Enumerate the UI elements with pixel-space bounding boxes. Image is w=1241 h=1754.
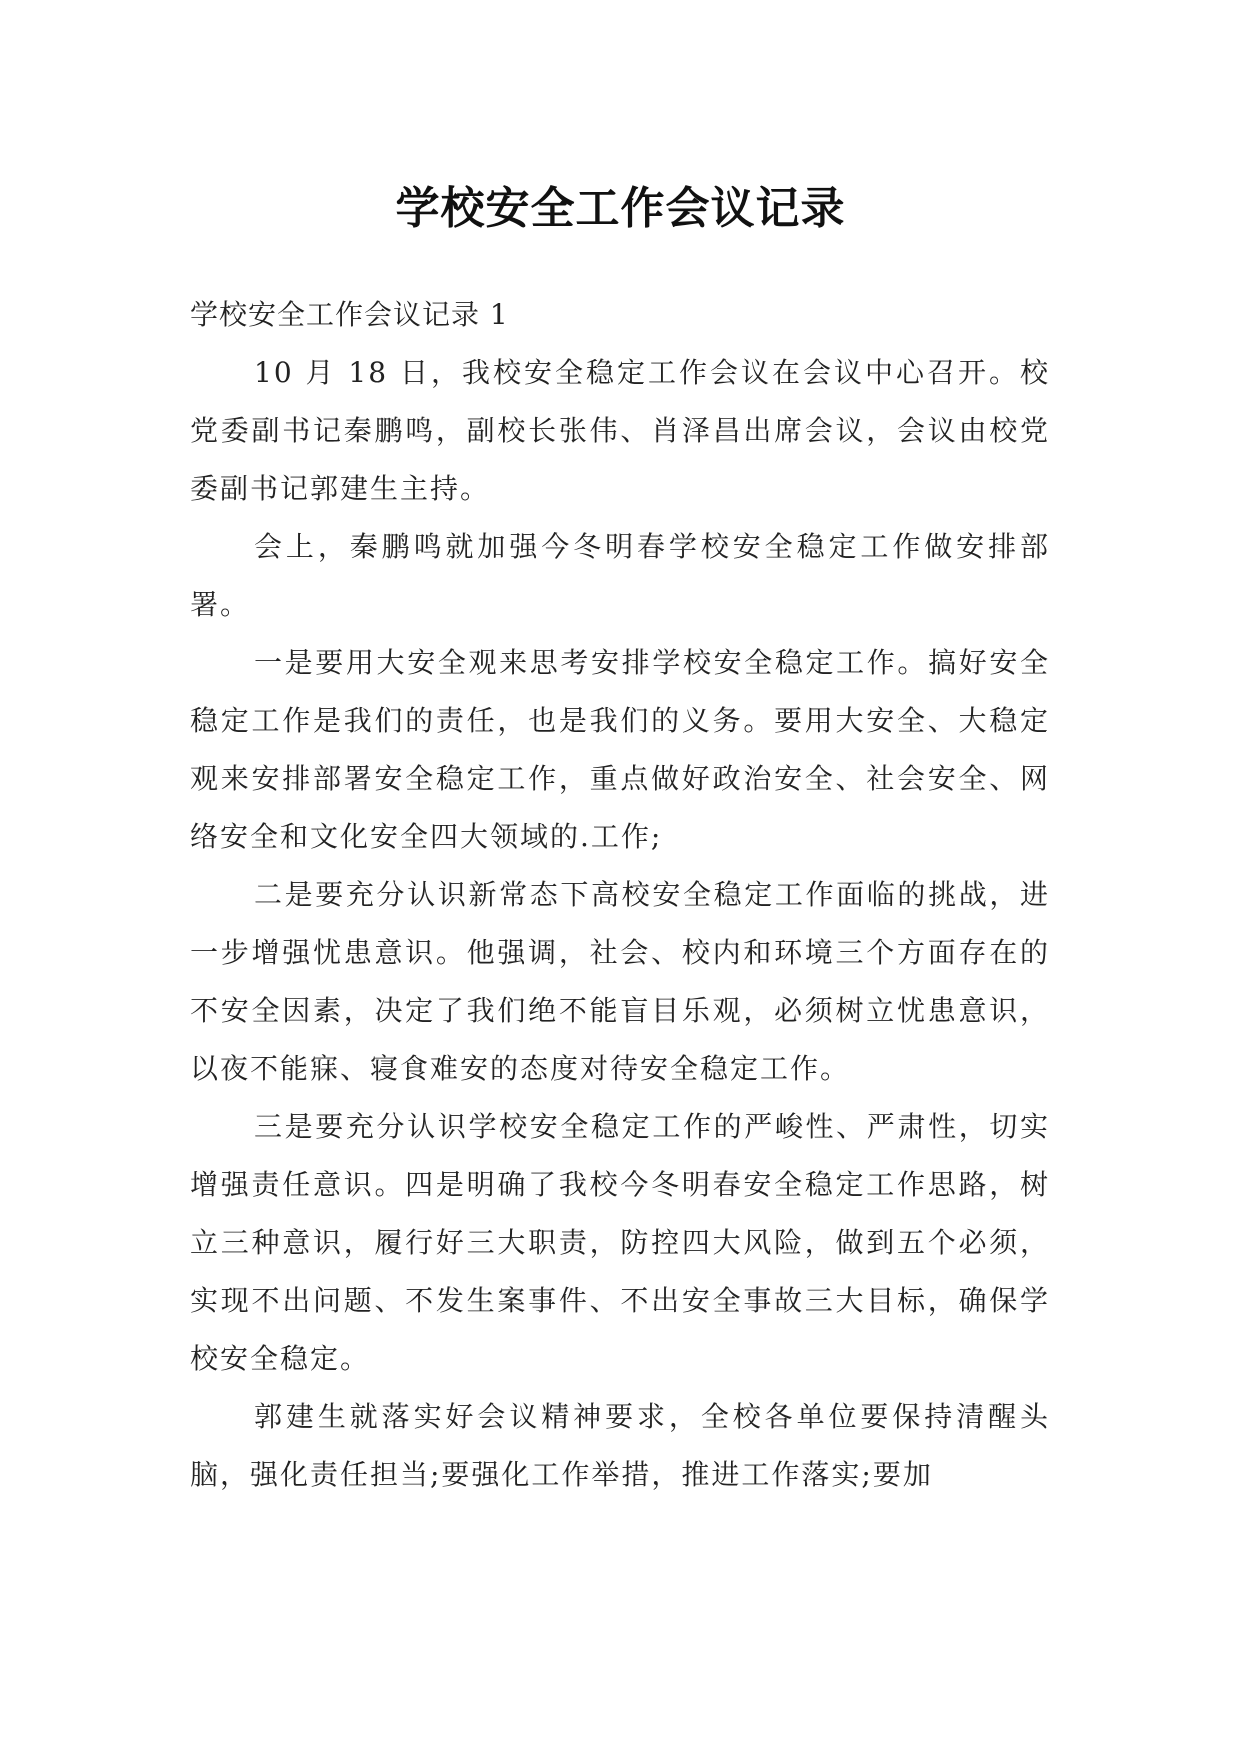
paragraph: 一是要用大安全观来思考安排学校安全稳定工作。搞好安全稳定工作是我们的责任，也是我们的义务。要用大安全、大稳定观来安排部署安全稳定工作，重点做好政治安全、社会安全、网络安全和文化安全四大领域的.工作; <box>190 646 1050 853</box>
paragraph: 郭建生就落实好会议精神要求，全校各单位要保持清醒头脑，强化责任担当;要强化工作举措，推进工作落实;要加 <box>190 1400 1050 1491</box>
section-heading: 学校安全工作会议记录 1 <box>190 298 509 331</box>
paragraph: 10 月 18 日，我校安全稳定工作会议在会议中心召开。校党委副书记秦鹏鸣，副校长张伟、肖泽昌出席会议，会议由校党委副书记郭建生主持。 <box>190 356 1050 505</box>
paragraph: 会上，秦鹏鸣就加强今冬明春学校安全稳定工作做安排部署。 <box>190 530 1050 621</box>
document-body <box>190 286 1050 1504</box>
paragraph: 三是要充分认识学校安全稳定工作的严峻性、严肃性，切实增强责任意识。四是明确了我校今冬明春安全稳定工作思路，树立三种意识，履行好三大职责，防控四大风险，做到五个必须，实现不出问题、不发生案事件、不出安全事故三大目标，确保学校安全稳定。 <box>190 1110 1050 1375</box>
paragraph: 二是要充分认识新常态下高校安全稳定工作面临的挑战，进一步增强忧患意识。他强调，社会、校内和环境三个方面存在的不安全因素，决定了我们绝不能盲目乐观，必须树立忧患意识，以夜不能寐、寝食难安的态度对待安全稳定工作。 <box>190 878 1050 1085</box>
document-title: 学校安全工作会议记录 <box>395 183 846 235</box>
